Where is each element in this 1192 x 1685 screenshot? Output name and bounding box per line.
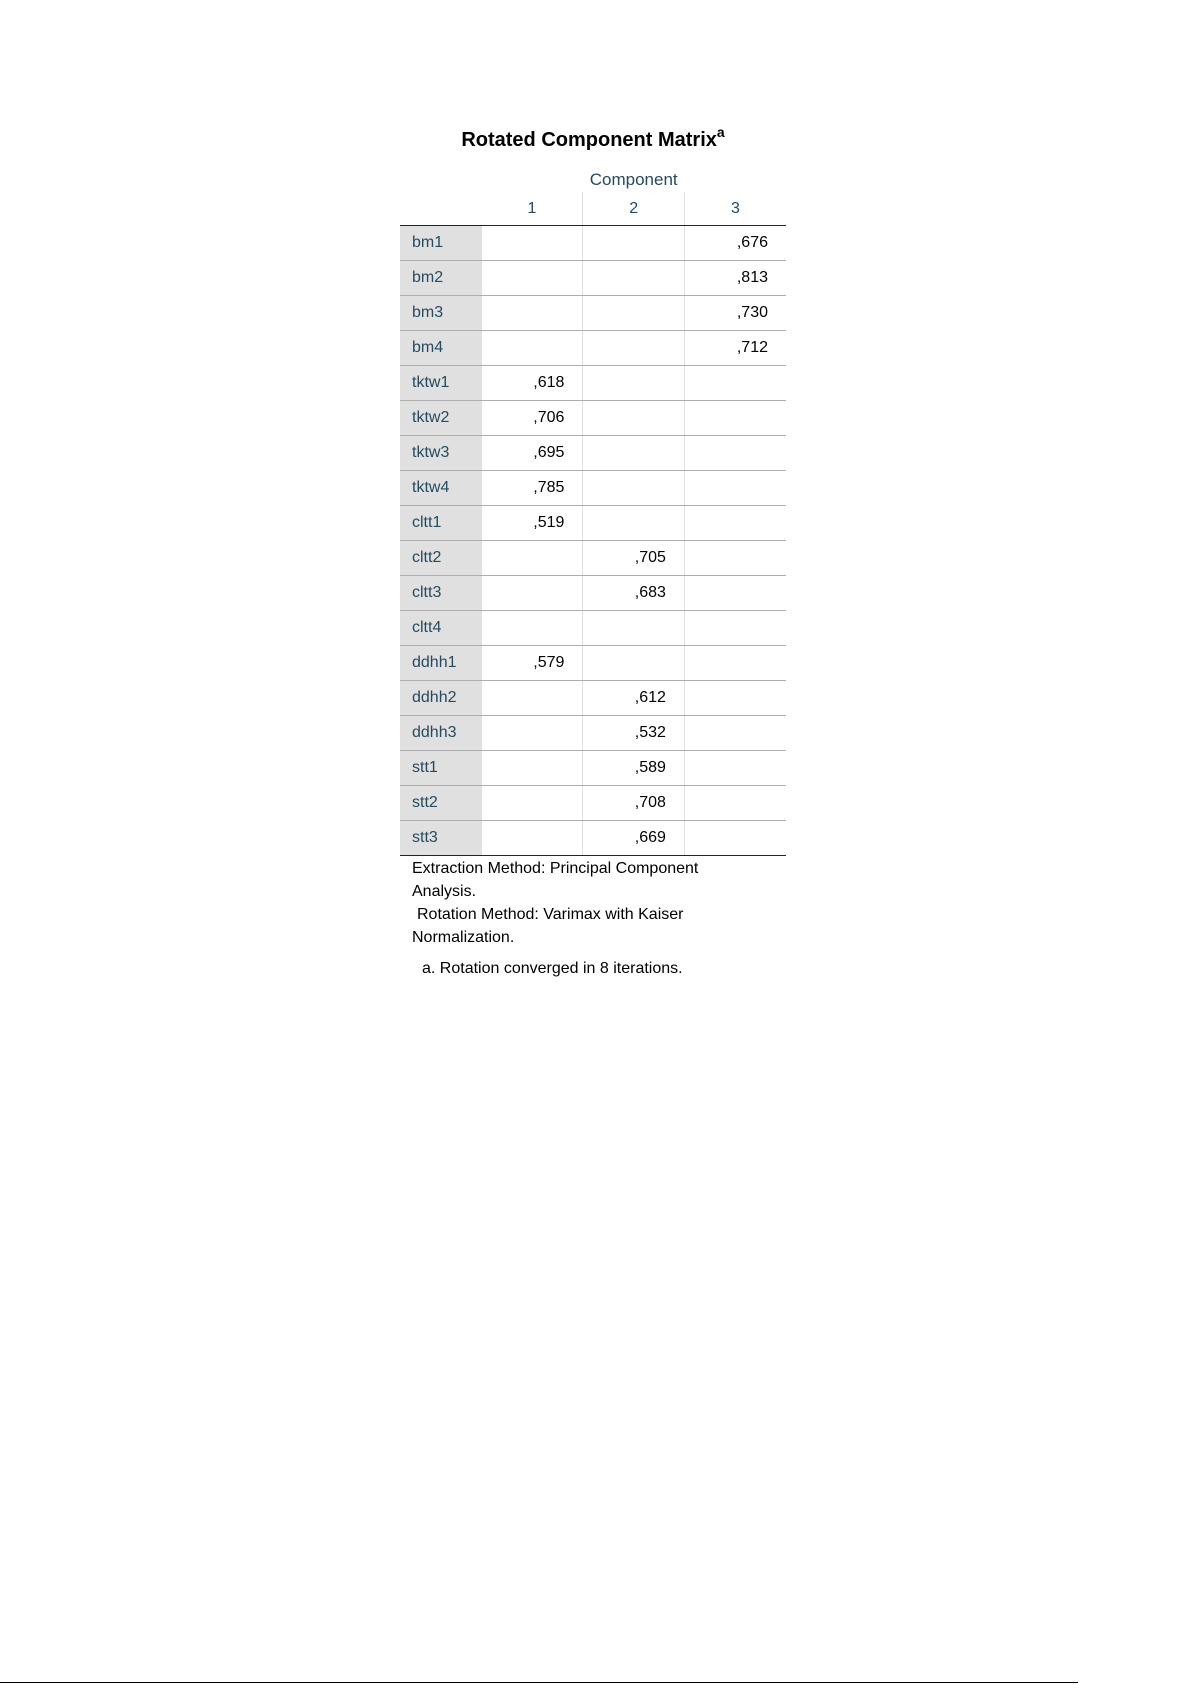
matrix-table bbox=[400, 158, 786, 856]
loading-cell bbox=[481, 681, 583, 716]
loading-cell bbox=[583, 506, 685, 541]
loading-cell: ,612 bbox=[583, 681, 685, 716]
row-label: tktw4 bbox=[400, 471, 481, 506]
loading-cell: ,708 bbox=[583, 786, 685, 821]
row-label: bm1 bbox=[400, 226, 481, 261]
table-row bbox=[400, 646, 786, 681]
loading-cell: ,712 bbox=[684, 331, 786, 366]
loading-cell bbox=[481, 296, 583, 331]
table-row bbox=[400, 716, 786, 751]
loading-cell bbox=[583, 296, 685, 331]
loading-cell: ,706 bbox=[481, 401, 583, 436]
loading-cell bbox=[481, 716, 583, 751]
rotation-method-line1: Rotation Method: Varimax with Kaiser bbox=[417, 906, 684, 923]
row-label: bm3 bbox=[400, 296, 481, 331]
table-row bbox=[400, 681, 786, 716]
row-label: bm2 bbox=[400, 261, 481, 296]
loading-cell: ,705 bbox=[583, 541, 685, 576]
footnote-a: a. Rotation converged in 8 iterations. bbox=[422, 960, 683, 977]
row-label: ddhh1 bbox=[400, 646, 481, 681]
loading-cell bbox=[481, 821, 583, 856]
table-row bbox=[400, 786, 786, 821]
loading-cell bbox=[684, 366, 786, 401]
loading-cell bbox=[481, 611, 583, 646]
loading-cell bbox=[684, 786, 786, 821]
row-label: stt2 bbox=[400, 786, 481, 821]
loading-cell bbox=[684, 751, 786, 786]
loading-cell bbox=[583, 471, 685, 506]
loading-cell bbox=[583, 331, 685, 366]
title-footnote-marker: a bbox=[716, 124, 725, 140]
column-header-1: 1 bbox=[481, 192, 583, 226]
loading-cell: ,618 bbox=[481, 366, 583, 401]
page-bottom-rule bbox=[0, 1682, 1078, 1683]
table-row bbox=[400, 401, 786, 436]
row-label: tktw1 bbox=[400, 366, 481, 401]
loading-cell: ,579 bbox=[481, 646, 583, 681]
table-row bbox=[400, 331, 786, 366]
row-label: cltt4 bbox=[400, 611, 481, 646]
loading-cell bbox=[684, 436, 786, 471]
table-row bbox=[400, 506, 786, 541]
loading-cell bbox=[583, 226, 685, 261]
row-label: cltt3 bbox=[400, 576, 481, 611]
loading-cell: ,730 bbox=[684, 296, 786, 331]
table-footnotes bbox=[400, 857, 786, 980]
column-numbers-row bbox=[400, 192, 786, 226]
table-row bbox=[400, 436, 786, 471]
rotation-method-line2: Normalization. bbox=[412, 929, 515, 946]
row-label: cltt2 bbox=[400, 541, 481, 576]
loading-cell bbox=[684, 576, 786, 611]
loading-cell: ,519 bbox=[481, 506, 583, 541]
loading-cell bbox=[684, 716, 786, 751]
table-row bbox=[400, 541, 786, 576]
loading-cell: ,589 bbox=[583, 751, 685, 786]
row-label: ddhh3 bbox=[400, 716, 481, 751]
loading-cell bbox=[481, 226, 583, 261]
table-row bbox=[400, 751, 786, 786]
loading-cell bbox=[481, 751, 583, 786]
row-label: tktw3 bbox=[400, 436, 481, 471]
loading-cell: ,669 bbox=[583, 821, 685, 856]
table-title bbox=[400, 124, 786, 158]
table-row bbox=[400, 611, 786, 646]
loading-cell bbox=[583, 401, 685, 436]
loading-cell bbox=[684, 681, 786, 716]
header-corner bbox=[400, 158, 481, 192]
row-label: tktw2 bbox=[400, 401, 481, 436]
loading-cell: ,813 bbox=[684, 261, 786, 296]
row-label: cltt1 bbox=[400, 506, 481, 541]
loading-cell: ,695 bbox=[481, 436, 583, 471]
table-row bbox=[400, 576, 786, 611]
loading-cell bbox=[684, 471, 786, 506]
matrix-body bbox=[400, 226, 786, 856]
column-header-3: 3 bbox=[684, 192, 786, 226]
extraction-method-line1: Extraction Method: Principal Component bbox=[412, 860, 699, 877]
table-row bbox=[400, 821, 786, 856]
table-title-text: Rotated Component Matrix bbox=[461, 129, 717, 151]
row-label: stt1 bbox=[400, 751, 481, 786]
loading-cell bbox=[583, 261, 685, 296]
loading-cell: ,676 bbox=[684, 226, 786, 261]
loading-cell: ,785 bbox=[481, 471, 583, 506]
loading-cell bbox=[684, 401, 786, 436]
loading-cell bbox=[481, 261, 583, 296]
loading-cell bbox=[684, 541, 786, 576]
loading-cell: ,532 bbox=[583, 716, 685, 751]
loading-cell bbox=[583, 436, 685, 471]
table-row bbox=[400, 296, 786, 331]
loading-cell bbox=[684, 821, 786, 856]
loading-cell bbox=[481, 576, 583, 611]
loading-cell bbox=[684, 646, 786, 681]
loading-cell bbox=[684, 506, 786, 541]
table-row bbox=[400, 471, 786, 506]
row-label: stt3 bbox=[400, 821, 481, 856]
row-label: bm4 bbox=[400, 331, 481, 366]
loading-cell bbox=[583, 611, 685, 646]
table-row bbox=[400, 226, 786, 261]
loading-cell bbox=[583, 646, 685, 681]
table-row bbox=[400, 366, 786, 401]
loading-cell bbox=[583, 366, 685, 401]
column-header-2: 2 bbox=[583, 192, 685, 226]
table-row bbox=[400, 261, 786, 296]
loading-cell bbox=[481, 331, 583, 366]
loading-cell bbox=[684, 611, 786, 646]
loading-cell: ,683 bbox=[583, 576, 685, 611]
extraction-method-line2: Analysis. bbox=[412, 883, 477, 900]
header-corner-lower bbox=[400, 192, 481, 226]
loading-cell bbox=[481, 786, 583, 821]
row-label: ddhh2 bbox=[400, 681, 481, 716]
component-header: Component bbox=[589, 170, 678, 189]
loading-cell bbox=[481, 541, 583, 576]
rotated-component-matrix bbox=[400, 124, 786, 980]
